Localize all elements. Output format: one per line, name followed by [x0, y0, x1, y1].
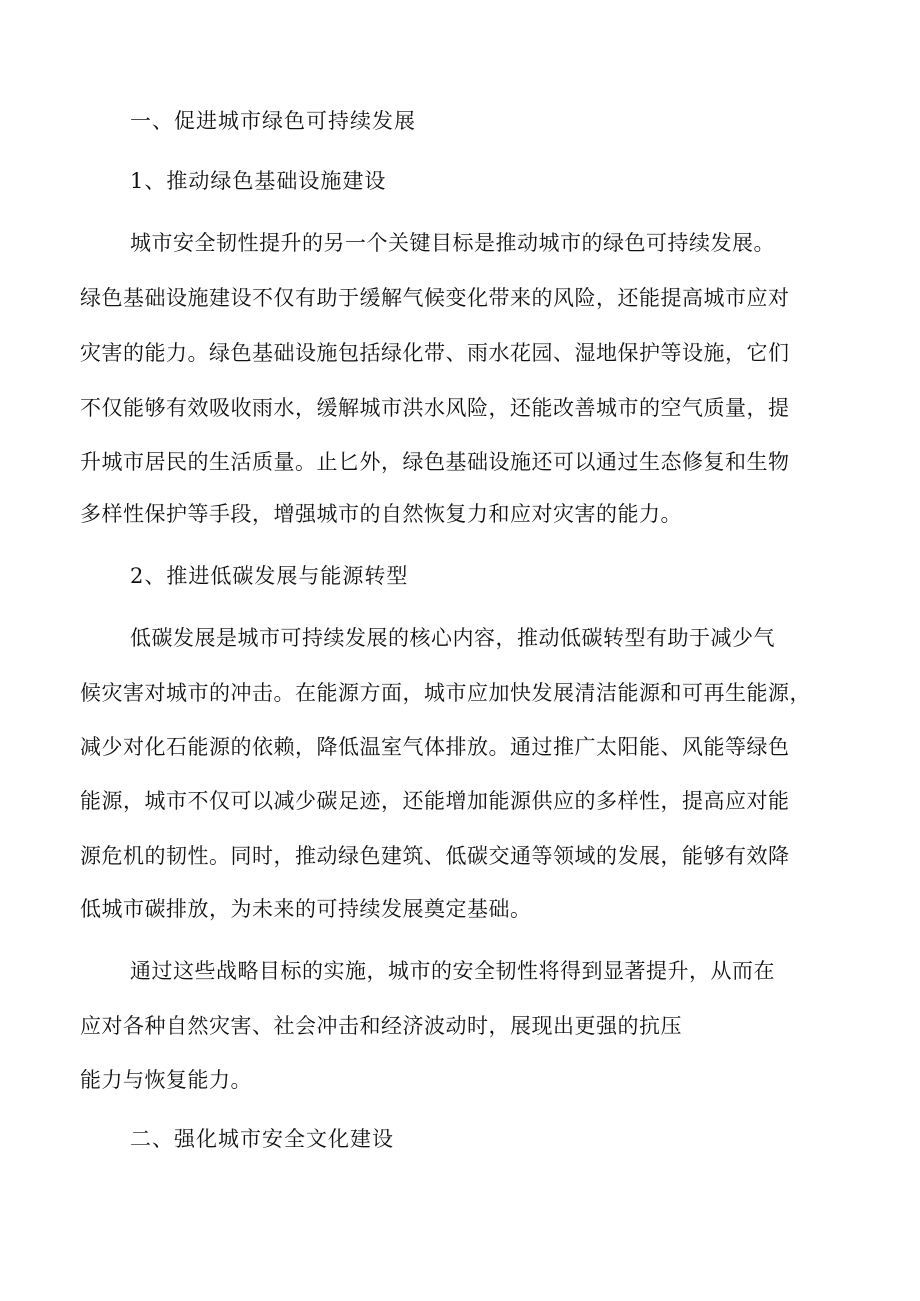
paragraph-line: 低城市碳排放，为未来的可持续发展奠定基础。	[80, 897, 532, 921]
subsection-heading-2: 2、推进低碳发展与能源转型	[130, 564, 409, 588]
paragraph-line: 通过这些战略目标的实施，城市的安全韧性将得到显著提升，从而在	[130, 959, 775, 983]
paragraph-line: 灾害的能力。绿色基础设施包括绿化带、雨水花园、湿地保护等设施，它们	[80, 341, 790, 365]
paragraph-line: 应对各种自然灾害、社会冲击和经济波动时，展现出更强的抗压	[80, 1014, 682, 1038]
paragraph-line: 减少对化石能源的依赖，降低温室气体排放。通过推广太阳能、风能等绿色	[80, 735, 790, 759]
paragraph-line: 能力与恢复能力。	[80, 1068, 252, 1092]
paragraph-line: 多样性保护等手段，增强城市的自然恢复力和应对灾害的能力。	[80, 502, 682, 526]
section-heading-1: 一、促进城市绿色可持续发展	[130, 109, 416, 133]
paragraph-line: 绿色基础设施建设不仅有助于缓解气候变化带来的风险，还能提高城市应对	[80, 286, 790, 310]
paragraph-line: 候灾害对城市的冲击。在能源方面，城市应加快发展清洁能源和可再生能源，	[80, 681, 811, 705]
paragraph-line: 低碳发展是城市可持续发展的核心内容，推动低碳转型有助于减少气	[130, 626, 775, 650]
subsection-heading-1: 1、推动绿色基础设施建设	[130, 169, 387, 193]
paragraph-line: 能源，城市不仅可以减少碳足迹，还能增加能源供应的多样性，提高应对能	[80, 789, 790, 813]
paragraph-line: 城市安全韧性提升的另一个关键目标是推动城市的绿色可持续发展。	[130, 231, 775, 255]
section-heading-2: 二、强化城市安全文化建设	[130, 1127, 394, 1151]
paragraph-line: 源危机的韧性。同时，推动绿色建筑、低碳交通等领域的发展，能够有效降	[80, 844, 790, 868]
paragraph-line: 不仅能够有效吸收雨水，缓解城市洪水风险，还能改善城市的空气质量，提	[80, 396, 790, 420]
paragraph-line: 升城市居民的生活质量。止匕外，绿色基础设施还可以通过生态修复和生物	[80, 450, 790, 474]
